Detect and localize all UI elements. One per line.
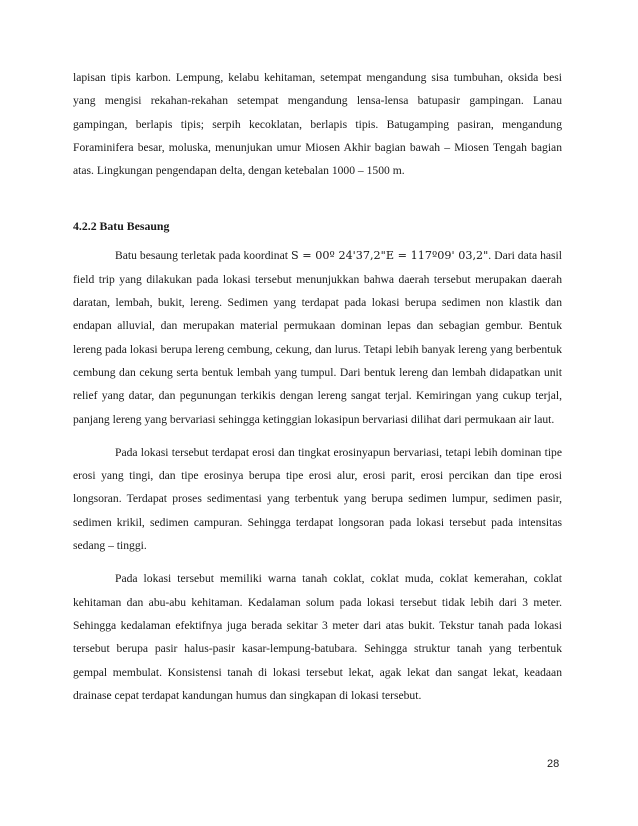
document-page	[73, 66, 562, 707]
section-heading-container	[73, 216, 562, 236]
paragraph-location-description	[73, 244, 562, 430]
paragraph-lithology-continued: lapisan tipis karbon. Lempung, kelabu kehitaman, setempat mengandung sisa tumbuhan, oksida besi yang mengisi rekahan-rekahan setempat mengandung lensa-lensa batupasir gampingan. Lanau gampingan, berlapis tipis; serpih kecoklatan, berlapis tipis. Batugamping pasiran, mengandung Foraminifera besar, moluska, menunjukan umur Miosen Akhir bagian bawah – Miosen Tengah bagian atas. Lingkungan pengendapan delta, dengan ketebalan 1000 – 1500 m.	[73, 71, 562, 178]
paragraph-location-text-before: Batu besaung terletak pada koordinat	[115, 249, 291, 263]
paragraph-erosion: Pada lokasi tersebut terdapat erosi dan tingkat erosinyapun bervariasi, tetapi lebih dominan tipe erosi yang tingi, dan tipe erosinya berupa tipe erosi alur, erosi parit, erosi percikan dan tipe erosi longsoran. Terdapat proses sedimentasi yang terbentuk yang berupa sedimen lumpur, sedimen pasir, sedimen krikil, sedimen campuran. Sehingga terdapat longsoran pada lokasi tersebut pada intensitas sedang – tinggi.	[73, 445, 562, 553]
page-number: 28	[547, 758, 560, 770]
section-heading: 4.2.2 Batu Besaung	[73, 219, 170, 234]
paragraph-soil: Pada lokasi tersebut memiliki warna tanah coklat, coklat muda, coklat kemerahan, coklat kehitaman dan abu-abu kehitaman. Kedalaman solum pada lokasi tersebut tidak lebih dari 3 meter. Sehingga kedalaman efektifnya juga berada sekitar 3 meter dari atas bukit. Tekstur tanah pada lokasi tersebut berupa pasir halus-pasir kasar-lempung-batubara. Sehingga struktur tanah yang terbentuk gempal membulat. Konsistensi tanah di lokasi tersebut lekat, agak lekat dan sangat lekat, keadaan drainase cepat terdapat kandungan humus dan singkapan di lokasi tersebut.	[73, 572, 562, 702]
paragraph-location-text-after: . Dari data hasil field trip yang dilakukan pada lokasi tersebut menunjukkan bahwa daerah tersebut merupakan daerah daratan, lembah, bukit, lereng. Sedimen yang terdapat pada lokasi berupa sedimen non klastik dan endapan alluvial, dan merupakan material permukaan dominan lepas dan sebagian gembur. Bentuk lereng pada lokasi berupa lereng cembung, cekung, dan lurus. Tetapi lebih banyak lereng yang berbentuk cembung dan cekung serta bentuk lembah yang tumpul. Dari bentuk lereng dan lembah didapatkan unit relief yang datar, dan pegunungan terkikis dengan lereng sangat terjal. Kemiringan yang cukup terjal, panjang lereng yang bervariasi sehingga ketinggian lokasipun bervariasi dilihat dari permukaan air laut.	[73, 249, 562, 426]
coordinate-value: S = 00º 24'37,2"E = 117º09' 03,2"	[290, 249, 489, 263]
